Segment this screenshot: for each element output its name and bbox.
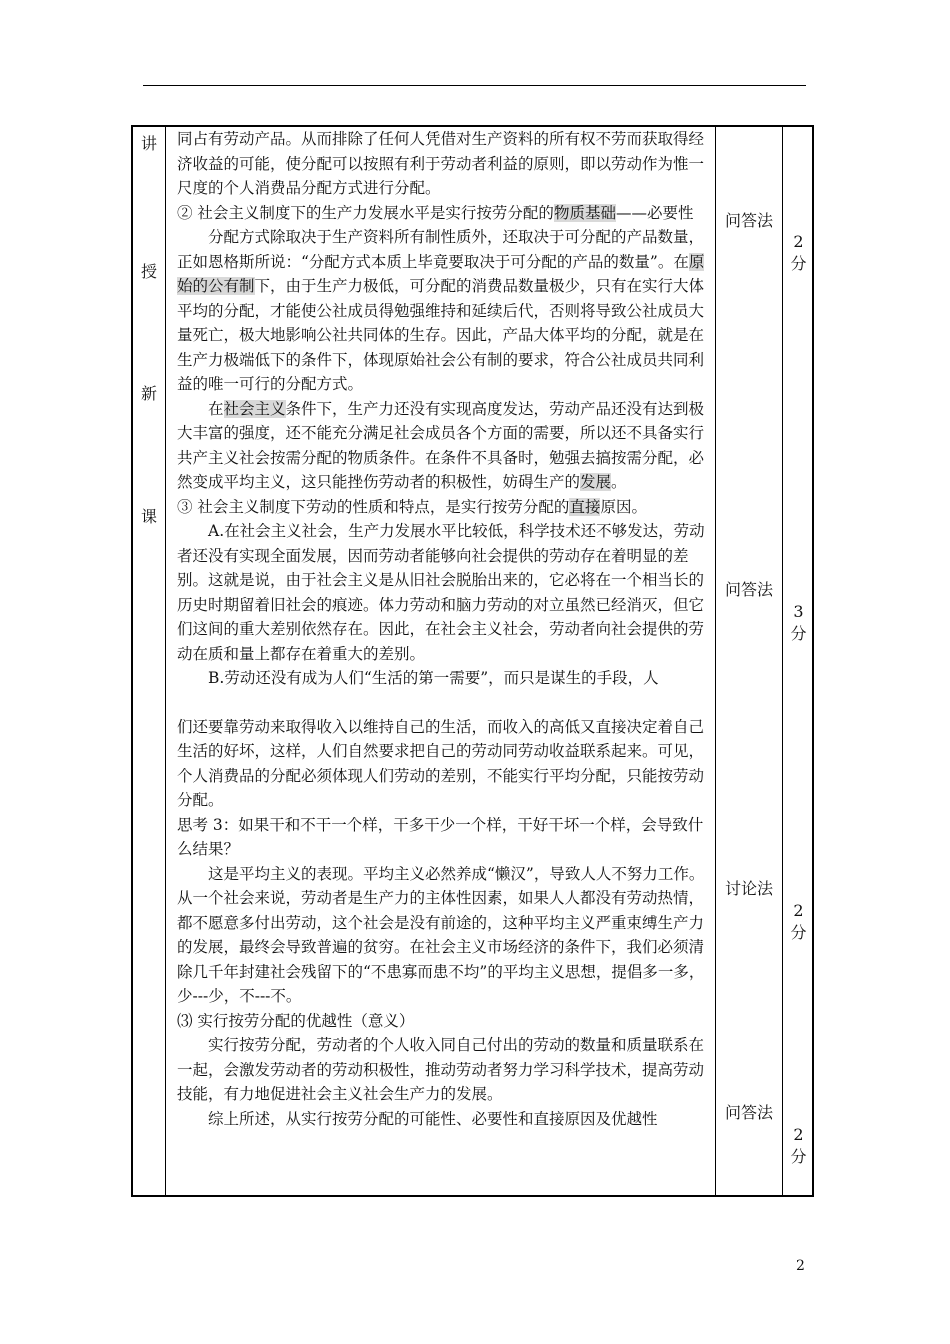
score: 2 分	[790, 901, 807, 942]
lesson-table	[131, 125, 814, 1197]
score: 2 分	[790, 232, 807, 273]
paragraph: 在社会主义条件下，生产力还没有实现高度发达，劳动产品还没有达到极大丰富的强度，还不能充分满足社会成员各个方面的需要，所以还不具备实行共产主义社会按需分配的物质条件。在条件不具备时，勉强去搞按需分配，必然变成平均主义，这只能挫伤劳动者的积极性，妨碍生产的发展。	[177, 399, 705, 491]
paragraph: ⑶ 实行按劳分配的优越性（意义）	[177, 1011, 415, 1030]
column-divider	[782, 127, 783, 1195]
teaching-method: 问答法	[724, 580, 773, 599]
column-divider	[165, 127, 166, 1195]
paragraph: 们还要靠劳动来取得收入以维持自己的生活，而收入的高低又直接决定着自己生活的好坏，这样，人们自然要求把自己的劳动同劳动收益联系起来。可见，个人消费品的分配必须体现人们劳动的差别，不能实行平均分配，只能按劳动分配。	[177, 717, 705, 809]
highlight: 物质基础	[553, 203, 616, 222]
paragraph: B.劳动还没有成为人们“生活的第一需要”，而只是谋生的手段，人	[208, 669, 659, 687]
header-rule	[143, 85, 806, 86]
section-label-char: 授	[140, 262, 157, 281]
score: 3 分	[790, 602, 807, 643]
paragraph: 这是平均主义的表现。平均主义必然养成“懒汉”，导致人人不努力工作。从一个社会来说，劳动者是生产力的主体性因素，如果人人都没有劳动热情，都不愿意多付出劳动，这个社会是没有前途的，这种平均主义严重束缚生产力的发展，最终会导致普遍的贫穷。在社会主义市场经济的条件下，我们必须清除几千年封建社会残留下的“不患寡而患不均”的平均主义思想，提倡多一多，少---少，不---不。	[177, 864, 705, 1005]
section-label-char: 新	[140, 384, 157, 403]
paragraph: A.在社会主义社会，生产力发展水平比较低，科学技术还不够发达，劳动者还没有实现全面发展，因而劳动者能够向社会提供的劳动存在着明显的差别。这就是说，由于社会主义是从旧社会脱胎出来的，它必将在一个相当长的历史时期留着旧社会的痕迹。体力劳动和脑力劳动的对立虽然已经消灭，但它们这间的重大差别依然存在。因此，在社会主义社会，劳动者向社会提供的劳动在质和量上都存在着重大的差别。	[177, 522, 705, 663]
highlight: 发展	[580, 473, 612, 491]
paragraph: 实行按劳分配，劳动者的个人收入同自己付出的劳动的数量和质量联系在一起，会激发劳动者的劳动积极性，推动劳动者努力学习科学技术，提高劳动技能，有力地促进社会主义社会生产力的发展。	[177, 1036, 705, 1103]
highlight: 社会主义	[223, 399, 286, 418]
column-divider	[715, 127, 716, 1195]
score: 2 分	[790, 1125, 807, 1166]
paragraph: ② 社会主义制度下的生产力发展水平是实行按劳分配的物质基础——必要性	[177, 203, 694, 222]
teaching-method: 问答法	[724, 1103, 773, 1122]
lesson-content	[177, 127, 711, 1131]
paragraph: 同占有劳动产品。从而排除了任何人凭借对生产资料的所有权不劳而获取得经济收益的可能，使分配可以按照有利于劳动者利益的原则，即以劳动作为惟一尺度的个人消费品分配方式进行分配。	[177, 130, 705, 197]
paragraph: ③ 社会主义制度下劳动的性质和特点，是实行按劳分配的直接原因。	[177, 497, 647, 516]
paragraph: 分配方式除取决于生产资料所有制性质外，还取决于可分配的产品数量，正如恩格斯所说：“分配方式本质上毕竟要取决于可分配的产品的数量”。在原始的公有制下，由于生产力极低，可分配的消费品数量极少，只有在实行大体平均的分配，才能使公社成员得勉强维持和延续后代，否则将导致公社成员大量死亡，极大地影响公社共同体的生存。因此，产品大体平均的分配，就是在生产力极端低下的条件下，体现原始社会公有制的要求，符合公社成员共同利益的唯一可行的分配方式。	[177, 228, 705, 393]
teaching-method: 问答法	[724, 211, 773, 230]
section-label-char: 讲	[140, 134, 157, 153]
paragraph: 综上所述，从实行按劳分配的可能性、必要性和直接原因及优越性	[208, 1109, 658, 1128]
paragraph: 思考 3：如果干和不干一个样，干多干少一个样，干好干坏一个样，会导致什么结果？	[177, 815, 704, 858]
section-label-char: 课	[140, 507, 157, 526]
highlight: 直接	[569, 497, 601, 516]
page-number: 2	[796, 1258, 805, 1274]
teaching-method: 讨论法	[724, 879, 773, 898]
highlight: 原始的公有制	[177, 252, 705, 295]
